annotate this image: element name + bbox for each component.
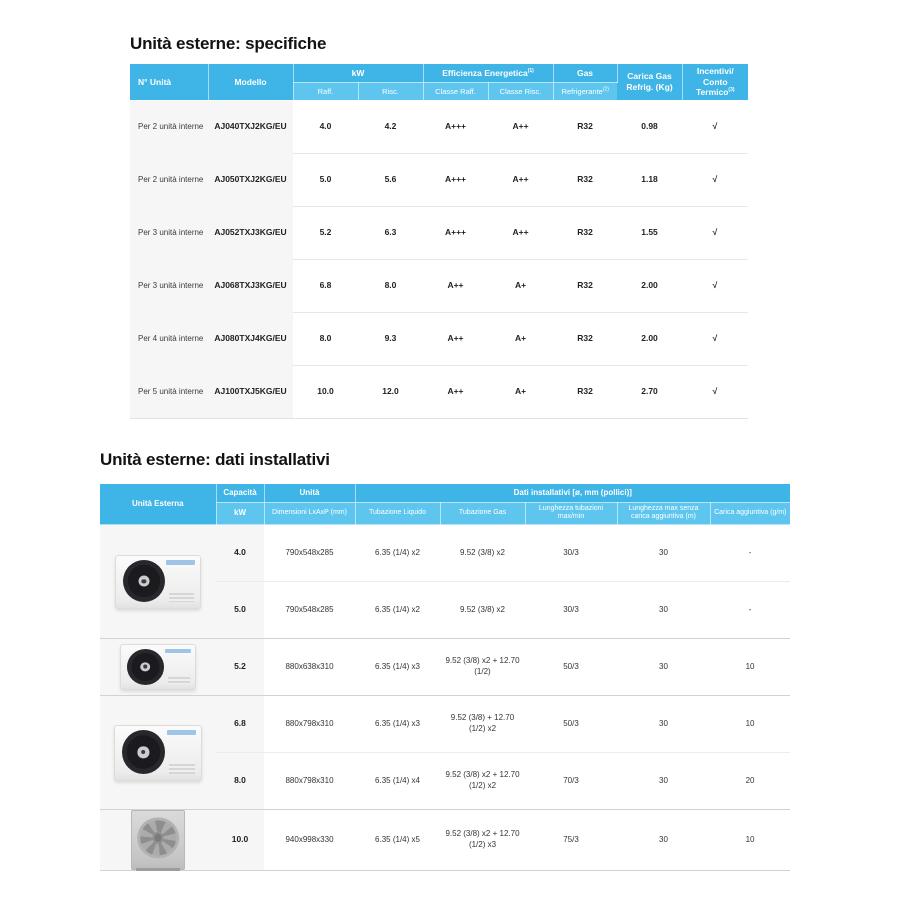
cell-raff: 5.2 bbox=[293, 206, 358, 259]
unit-logo-strip bbox=[165, 649, 190, 653]
cell-incentivi: √ bbox=[682, 206, 748, 259]
cell-raff: 5.0 bbox=[293, 153, 358, 206]
unit-vent bbox=[169, 593, 194, 602]
cell-carica: 10 bbox=[710, 810, 790, 871]
cell-liquido: 6.35 (1/4) x5 bbox=[355, 810, 440, 871]
cell-unit-image bbox=[100, 639, 216, 696]
cell-dimensioni: 880x638x310 bbox=[264, 639, 355, 696]
cell-classe-risc: A++ bbox=[488, 206, 553, 259]
unit-vent bbox=[169, 764, 195, 773]
cell-dimensioni: 790x548x285 bbox=[264, 525, 355, 582]
specs-table bbox=[130, 64, 748, 419]
outdoor-unit-large-image bbox=[131, 810, 185, 870]
cell-incentivi: √ bbox=[682, 365, 748, 418]
header-incentivi bbox=[682, 64, 748, 100]
install-table-row bbox=[100, 525, 790, 582]
header-risc: Risc. bbox=[358, 82, 423, 100]
outdoor-unit-small-image bbox=[115, 555, 201, 609]
cell-modello: AJ050TXJ2KG/EU bbox=[208, 153, 293, 206]
cell-risc: 5.6 bbox=[358, 153, 423, 206]
cell-liquido: 6.35 (1/4) x2 bbox=[355, 525, 440, 582]
cell-classe-risc: A+ bbox=[488, 312, 553, 365]
cell-carica: 2.00 bbox=[617, 312, 682, 365]
cell-lunghezza: 30/3 bbox=[525, 525, 617, 582]
cell-lunghezza: 70/3 bbox=[525, 753, 617, 810]
unit-vent bbox=[168, 677, 190, 684]
cell-capacita: 4.0 bbox=[216, 525, 264, 582]
cell-unita: Per 3 unità interne bbox=[130, 206, 208, 259]
cell-gas: 9.52 (3/8) + 12.70 (1/2) x2 bbox=[440, 696, 525, 753]
incentivi-label-line1: Incentivi/ bbox=[696, 66, 734, 76]
cell-unita: Per 3 unità interne bbox=[130, 259, 208, 312]
specs-table-row bbox=[130, 153, 748, 206]
specs-table-row bbox=[130, 365, 748, 418]
cell-lunghezza: 75/3 bbox=[525, 810, 617, 871]
header-classe-risc: Classe Risc. bbox=[488, 82, 553, 100]
cell-risc: 8.0 bbox=[358, 259, 423, 312]
cell-unita: Per 4 unità interne bbox=[130, 312, 208, 365]
cell-raff: 4.0 bbox=[293, 100, 358, 153]
cell-lunghezza: 50/3 bbox=[525, 696, 617, 753]
cell-classe-raff: A++ bbox=[423, 312, 488, 365]
cell-liquido: 6.35 (1/4) x3 bbox=[355, 639, 440, 696]
unit-fan bbox=[123, 560, 165, 602]
unit-logo-strip bbox=[166, 560, 195, 565]
cell-unit-image bbox=[100, 696, 216, 810]
header-tubazione-liquido: Tubazione Liquido bbox=[355, 502, 440, 525]
header-carica-aggiuntiva: Carica aggiuntiva (g/m) bbox=[710, 502, 790, 525]
cell-classe-raff: A++ bbox=[423, 259, 488, 312]
incentivi-footnote-marker: (3) bbox=[728, 87, 735, 94]
cell-risc: 4.2 bbox=[358, 100, 423, 153]
cell-carica: 0.98 bbox=[617, 100, 682, 153]
header-group-efficienza bbox=[423, 64, 553, 82]
specs-table-row bbox=[130, 259, 748, 312]
cell-classe-raff: A+++ bbox=[423, 100, 488, 153]
cell-incentivi: √ bbox=[682, 259, 748, 312]
cell-carica: 2.70 bbox=[617, 365, 682, 418]
unit-fan-hub bbox=[138, 747, 149, 758]
specs-table-row bbox=[130, 206, 748, 259]
cell-carica: - bbox=[710, 525, 790, 582]
cell-unit-image bbox=[100, 810, 216, 871]
cell-raff: 8.0 bbox=[293, 312, 358, 365]
cell-carica: - bbox=[710, 582, 790, 639]
cell-gas: R32 bbox=[553, 259, 617, 312]
specs-table-body bbox=[130, 100, 748, 418]
cell-gas: R32 bbox=[553, 206, 617, 259]
cell-carica: 1.55 bbox=[617, 206, 682, 259]
cell-classe-risc: A++ bbox=[488, 100, 553, 153]
cell-gas: R32 bbox=[553, 100, 617, 153]
incentivi-label-line2: Conto Termico bbox=[695, 76, 729, 98]
unit-body bbox=[115, 555, 201, 609]
cell-carica: 1.18 bbox=[617, 153, 682, 206]
cell-gas: 9.52 (3/8) x2 bbox=[440, 582, 525, 639]
cell-lunghezza-max: 30 bbox=[617, 582, 710, 639]
cell-unita: Per 2 unità interne bbox=[130, 100, 208, 153]
header-unita-esterna: Unità Esterna bbox=[100, 484, 216, 525]
install-table bbox=[100, 484, 790, 871]
header-lunghezza-max: Lunghezza max senza carica aggiuntiva (m) bbox=[617, 502, 710, 525]
outdoor-unit-compact-image bbox=[120, 644, 196, 690]
cell-classe-risc: A+ bbox=[488, 259, 553, 312]
cell-liquido: 6.35 (1/4) x3 bbox=[355, 696, 440, 753]
header-classe-raff: Classe Raff. bbox=[423, 82, 488, 100]
cell-risc: 12.0 bbox=[358, 365, 423, 418]
cell-unita: Per 5 unità interne bbox=[130, 365, 208, 418]
unit-body bbox=[120, 644, 196, 690]
refrigerante-footnote-marker: (2) bbox=[602, 86, 609, 93]
cell-dimensioni: 880x798x310 bbox=[264, 753, 355, 810]
cell-dimensioni: 880x798x310 bbox=[264, 696, 355, 753]
unit-fan-hub bbox=[152, 832, 163, 843]
cell-dimensioni: 790x548x285 bbox=[264, 582, 355, 639]
unit-fan bbox=[137, 817, 179, 858]
install-table-row bbox=[100, 696, 790, 753]
header-raff: Raff. bbox=[293, 82, 358, 100]
unit-fan-hub bbox=[141, 662, 151, 671]
cell-gas: 9.52 (3/8) x2 + 12.70 (1/2) x3 bbox=[440, 810, 525, 871]
cell-gas: 9.52 (3/8) x2 + 12.70 (1/2) x2 bbox=[440, 753, 525, 810]
specs-table-row bbox=[130, 100, 748, 153]
section1-title: Unità esterne: specifiche bbox=[130, 34, 327, 53]
unit-body bbox=[114, 725, 202, 781]
cell-classe-risc: A+ bbox=[488, 365, 553, 418]
unit-body bbox=[131, 810, 185, 870]
cell-incentivi: √ bbox=[682, 100, 748, 153]
cell-dimensioni: 940x998x330 bbox=[264, 810, 355, 871]
cell-modello: AJ080TXJ4KG/EU bbox=[208, 312, 293, 365]
cell-lunghezza: 30/3 bbox=[525, 582, 617, 639]
header-group-kw: kW bbox=[293, 64, 423, 82]
cell-liquido: 6.35 (1/4) x2 bbox=[355, 582, 440, 639]
cell-gas: R32 bbox=[553, 365, 617, 418]
header-capacita: Capacità bbox=[216, 484, 264, 502]
cell-risc: 6.3 bbox=[358, 206, 423, 259]
specs-table-header bbox=[130, 64, 748, 100]
cell-lunghezza-max: 30 bbox=[617, 525, 710, 582]
specs-table-row bbox=[130, 312, 748, 365]
cell-capacita: 5.2 bbox=[216, 639, 264, 696]
cell-carica: 10 bbox=[710, 696, 790, 753]
cell-unit-image bbox=[100, 525, 216, 639]
refrigerante-label: Refrigerante bbox=[561, 86, 603, 96]
header-kw: kW bbox=[216, 502, 264, 525]
cell-gas: R32 bbox=[553, 153, 617, 206]
cell-modello: AJ052TXJ3KG/EU bbox=[208, 206, 293, 259]
header-group-gas: Gas bbox=[553, 64, 617, 82]
cell-gas: R32 bbox=[553, 312, 617, 365]
cell-raff: 6.8 bbox=[293, 259, 358, 312]
unit-logo-strip bbox=[167, 730, 196, 735]
cell-lunghezza: 50/3 bbox=[525, 639, 617, 696]
cell-carica: 2.00 bbox=[617, 259, 682, 312]
header-refrigerante bbox=[553, 82, 617, 100]
cell-classe-risc: A++ bbox=[488, 153, 553, 206]
cell-raff: 10.0 bbox=[293, 365, 358, 418]
cell-gas: 9.52 (3/8) x2 bbox=[440, 525, 525, 582]
efficienza-footnote-marker: (1) bbox=[527, 67, 534, 74]
header-tubazione-gas: Tubazione Gas bbox=[440, 502, 525, 525]
cell-carica: 20 bbox=[710, 753, 790, 810]
cell-unita: Per 2 unità interne bbox=[130, 153, 208, 206]
cell-lunghezza-max: 30 bbox=[617, 753, 710, 810]
header-n-unita: N° Unità bbox=[130, 64, 208, 100]
cell-capacita: 5.0 bbox=[216, 582, 264, 639]
outdoor-unit-medium-image bbox=[114, 725, 202, 781]
cell-carica: 10 bbox=[710, 639, 790, 696]
cell-classe-raff: A+++ bbox=[423, 153, 488, 206]
cell-modello: AJ040TXJ2KG/EU bbox=[208, 100, 293, 153]
install-table-row bbox=[100, 810, 790, 871]
unit-fan-hub bbox=[138, 576, 149, 587]
header-lunghezza-tubazioni: Lunghezza tubazioni max/min bbox=[525, 502, 617, 525]
cell-classe-raff: A+++ bbox=[423, 206, 488, 259]
cell-risc: 9.3 bbox=[358, 312, 423, 365]
cell-classe-raff: A++ bbox=[423, 365, 488, 418]
cell-incentivi: √ bbox=[682, 153, 748, 206]
header-unita: Unità bbox=[264, 484, 355, 502]
cell-lunghezza-max: 30 bbox=[617, 810, 710, 871]
header-modello: Modello bbox=[208, 64, 293, 100]
cell-capacita: 10.0 bbox=[216, 810, 264, 871]
header-dimensioni: Dimensioni LxAxP (mm) bbox=[264, 502, 355, 525]
cell-gas: 9.52 (3/8) x2 + 12.70 (1/2) bbox=[440, 639, 525, 696]
cell-lunghezza-max: 30 bbox=[617, 696, 710, 753]
install-table-header bbox=[100, 484, 790, 525]
cell-modello: AJ068TXJ3KG/EU bbox=[208, 259, 293, 312]
install-table-row bbox=[100, 639, 790, 696]
cell-modello: AJ100TXJ5KG/EU bbox=[208, 365, 293, 418]
cell-incentivi: √ bbox=[682, 312, 748, 365]
cell-liquido: 6.35 (1/4) x4 bbox=[355, 753, 440, 810]
header-carica-gas: Carica Gas Refrig. (Kg) bbox=[617, 64, 682, 100]
cell-capacita: 8.0 bbox=[216, 753, 264, 810]
unit-fan bbox=[122, 730, 165, 774]
install-table-body bbox=[100, 525, 790, 871]
cell-capacita: 6.8 bbox=[216, 696, 264, 753]
header-group-dati-installativi: Dati installativi [ø, mm (pollici)] bbox=[355, 484, 790, 502]
efficienza-label: Efficienza Energetica bbox=[442, 67, 528, 78]
section2-title: Unità esterne: dati installativi bbox=[100, 450, 330, 469]
cell-lunghezza-max: 30 bbox=[617, 639, 710, 696]
unit-fan bbox=[127, 649, 164, 685]
